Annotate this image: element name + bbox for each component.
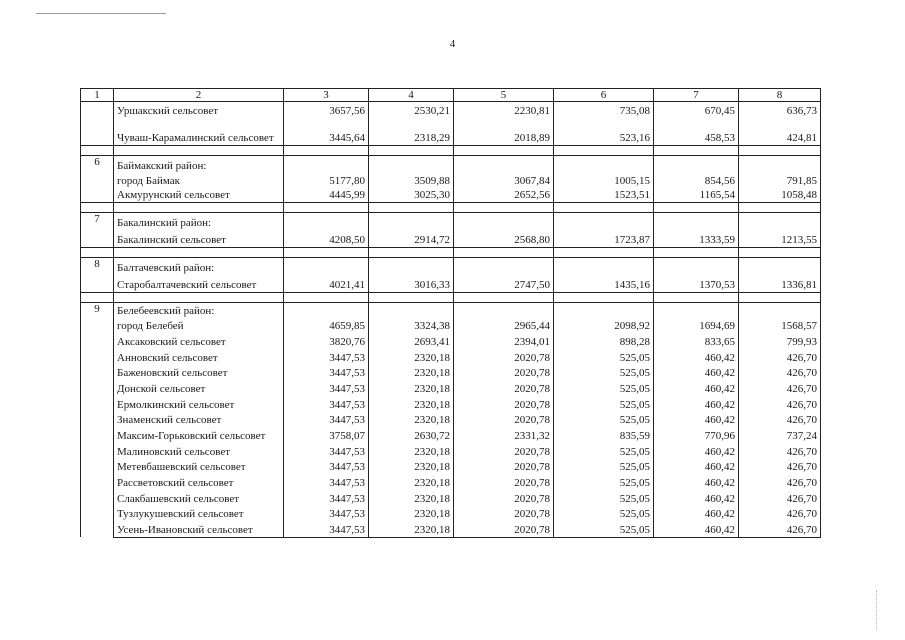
district-name: Белебеевский район: — [114, 303, 284, 318]
empty-cell — [369, 258, 454, 275]
settlement-name: Тузлукушевский сельсовет — [114, 506, 284, 522]
separator-cell — [654, 248, 739, 258]
table-row — [81, 506, 821, 522]
value-cell: 2320,18 — [369, 443, 454, 459]
value-cell: 4021,41 — [284, 275, 369, 293]
settlement-name: Метевбашевский сельсовет — [114, 459, 284, 475]
column-number-row — [81, 89, 821, 102]
section-index: 6 — [81, 156, 114, 203]
section-index: 7 — [81, 213, 114, 248]
value-cell: 5177,80 — [284, 173, 369, 188]
empty-cell — [454, 156, 554, 173]
value-cell: 1435,16 — [554, 275, 654, 293]
table-row — [81, 412, 821, 428]
value-cell: 426,70 — [739, 412, 821, 428]
value-cell: 2020,78 — [454, 474, 554, 490]
table-row — [81, 275, 821, 293]
value-cell: 460,42 — [654, 506, 739, 522]
value-cell: 2320,18 — [369, 521, 454, 537]
value-cell: 2318,29 — [369, 118, 454, 146]
value-cell: 460,42 — [654, 443, 739, 459]
table-row — [81, 173, 821, 188]
column-number: 2 — [114, 89, 284, 102]
empty-cell — [369, 213, 454, 230]
value-cell: 460,42 — [654, 396, 739, 412]
value-cell: 2020,78 — [454, 412, 554, 428]
value-cell: 525,05 — [554, 365, 654, 381]
value-cell: 2020,78 — [454, 443, 554, 459]
empty-cell — [654, 156, 739, 173]
value-cell: 1333,59 — [654, 230, 739, 248]
separator-cell — [454, 293, 554, 303]
value-cell: 426,70 — [739, 521, 821, 537]
value-cell: 3447,53 — [284, 349, 369, 365]
value-cell: 460,42 — [654, 412, 739, 428]
table-row — [81, 188, 821, 203]
value-cell: 2914,72 — [369, 230, 454, 248]
value-cell: 460,42 — [654, 490, 739, 506]
separator-cell — [284, 146, 369, 156]
value-cell: 2020,78 — [454, 396, 554, 412]
value-cell: 426,70 — [739, 396, 821, 412]
value-cell: 898,28 — [554, 333, 654, 349]
settlement-name: Баженовский сельсовет — [114, 365, 284, 381]
settlement-name: Акмурунский сельсовет — [114, 188, 284, 203]
section-index: 9 — [81, 303, 114, 538]
value-cell: 2320,18 — [369, 474, 454, 490]
settlement-name: Анновский сельсовет — [114, 349, 284, 365]
table-row — [81, 474, 821, 490]
column-number: 6 — [554, 89, 654, 102]
separator-cell — [81, 293, 114, 303]
value-cell: 525,05 — [554, 412, 654, 428]
settlement-name: Слакбашевский сельсовет — [114, 490, 284, 506]
value-cell: 525,05 — [554, 521, 654, 537]
section-separator — [81, 146, 821, 156]
empty-cell — [554, 303, 654, 318]
value-cell: 3447,53 — [284, 490, 369, 506]
settlement-name: Донской сельсовет — [114, 380, 284, 396]
value-cell: 2747,50 — [454, 275, 554, 293]
district-name: Бакалинский район: — [114, 213, 284, 230]
value-cell: 460,42 — [654, 459, 739, 475]
value-cell: 1005,15 — [554, 173, 654, 188]
value-cell: 460,42 — [654, 365, 739, 381]
district-row — [81, 303, 821, 318]
separator-cell — [369, 146, 454, 156]
table-row — [81, 380, 821, 396]
tariff-table — [80, 88, 821, 538]
table-row — [81, 459, 821, 475]
value-cell: 3758,07 — [284, 427, 369, 443]
empty-cell — [654, 303, 739, 318]
value-cell: 670,45 — [654, 102, 739, 118]
value-cell: 2020,78 — [454, 506, 554, 522]
settlement-name: Максим-Горьковский сельсовет — [114, 427, 284, 443]
value-cell: 426,70 — [739, 349, 821, 365]
separator-cell — [739, 203, 821, 213]
value-cell: 735,08 — [554, 102, 654, 118]
empty-cell — [284, 303, 369, 318]
value-cell: 4659,85 — [284, 318, 369, 334]
value-cell: 424,81 — [739, 118, 821, 146]
value-cell: 835,59 — [554, 427, 654, 443]
value-cell: 426,70 — [739, 474, 821, 490]
value-cell: 460,42 — [654, 521, 739, 537]
value-cell: 426,70 — [739, 380, 821, 396]
value-cell: 3447,53 — [284, 443, 369, 459]
value-cell: 2020,78 — [454, 365, 554, 381]
value-cell: 426,70 — [739, 490, 821, 506]
settlement-name: Аксаковский сельсовет — [114, 333, 284, 349]
value-cell: 2320,18 — [369, 459, 454, 475]
separator-cell — [739, 293, 821, 303]
table-row — [81, 521, 821, 537]
scan-artifact-line — [36, 13, 166, 14]
empty-cell — [554, 156, 654, 173]
value-cell: 458,53 — [654, 118, 739, 146]
separator-cell — [284, 293, 369, 303]
value-cell: 1336,81 — [739, 275, 821, 293]
empty-cell — [554, 213, 654, 230]
value-cell: 2568,80 — [454, 230, 554, 248]
value-cell: 2230,81 — [454, 102, 554, 118]
value-cell: 2098,92 — [554, 318, 654, 334]
separator-cell — [654, 203, 739, 213]
separator-cell — [81, 146, 114, 156]
value-cell: 525,05 — [554, 459, 654, 475]
value-cell: 2630,72 — [369, 427, 454, 443]
separator-cell — [114, 248, 284, 258]
separator-cell — [739, 248, 821, 258]
value-cell: 2020,78 — [454, 490, 554, 506]
value-cell: 3657,56 — [284, 102, 369, 118]
scan-margin-mark — [876, 590, 877, 630]
settlement-name: Старобалтачевский сельсовет — [114, 275, 284, 293]
empty-cell — [654, 213, 739, 230]
separator-cell — [454, 248, 554, 258]
value-cell: 3447,53 — [284, 396, 369, 412]
value-cell: 1723,87 — [554, 230, 654, 248]
separator-cell — [81, 248, 114, 258]
value-cell: 426,70 — [739, 443, 821, 459]
value-cell: 426,70 — [739, 506, 821, 522]
value-cell: 3447,53 — [284, 521, 369, 537]
value-cell: 2965,44 — [454, 318, 554, 334]
empty-cell — [284, 258, 369, 275]
value-cell: 2331,32 — [454, 427, 554, 443]
value-cell: 525,05 — [554, 506, 654, 522]
value-cell: 525,05 — [554, 443, 654, 459]
district-row — [81, 258, 821, 275]
value-cell: 2320,18 — [369, 380, 454, 396]
separator-cell — [369, 248, 454, 258]
separator-cell — [114, 203, 284, 213]
table-row — [81, 333, 821, 349]
value-cell: 1213,55 — [739, 230, 821, 248]
value-cell: 460,42 — [654, 349, 739, 365]
value-cell: 791,85 — [739, 173, 821, 188]
section-separator — [81, 248, 821, 258]
empty-cell — [739, 213, 821, 230]
separator-cell — [739, 146, 821, 156]
value-cell: 770,96 — [654, 427, 739, 443]
value-cell: 1165,54 — [654, 188, 739, 203]
value-cell: 3447,53 — [284, 412, 369, 428]
value-cell: 1694,69 — [654, 318, 739, 334]
settlement-name: Знаменский сельсовет — [114, 412, 284, 428]
table-row — [81, 230, 821, 248]
value-cell: 426,70 — [739, 459, 821, 475]
separator-cell — [369, 293, 454, 303]
column-number: 5 — [454, 89, 554, 102]
value-cell: 3820,76 — [284, 333, 369, 349]
page-number: 4 — [449, 38, 456, 50]
empty-cell — [369, 156, 454, 173]
separator-cell — [81, 203, 114, 213]
column-number: 8 — [739, 89, 821, 102]
empty-cell — [454, 303, 554, 318]
empty-cell — [284, 156, 369, 173]
table-row — [81, 396, 821, 412]
value-cell: 3445,64 — [284, 118, 369, 146]
value-cell: 2652,56 — [454, 188, 554, 203]
value-cell: 460,42 — [654, 474, 739, 490]
empty-cell — [739, 156, 821, 173]
value-cell: 2693,41 — [369, 333, 454, 349]
settlement-name: Уршакский сельсовет — [114, 102, 284, 118]
value-cell: 1523,51 — [554, 188, 654, 203]
separator-cell — [554, 146, 654, 156]
value-cell: 3324,38 — [369, 318, 454, 334]
table-row — [81, 118, 821, 146]
table-body — [81, 89, 821, 538]
district-name: Баймакский район: — [114, 156, 284, 173]
separator-cell — [284, 203, 369, 213]
settlement-name: Усень-Ивановский сельсовет — [114, 521, 284, 537]
value-cell: 1568,57 — [739, 318, 821, 334]
value-cell: 3447,53 — [284, 506, 369, 522]
section-separator — [81, 203, 821, 213]
value-cell: 525,05 — [554, 380, 654, 396]
value-cell: 2020,78 — [454, 349, 554, 365]
value-cell: 525,05 — [554, 490, 654, 506]
separator-cell — [554, 248, 654, 258]
table-row — [81, 427, 821, 443]
value-cell: 3016,33 — [369, 275, 454, 293]
district-row — [81, 213, 821, 230]
value-cell: 2020,78 — [454, 380, 554, 396]
value-cell: 3447,53 — [284, 380, 369, 396]
value-cell: 3067,84 — [454, 173, 554, 188]
empty-cell — [454, 213, 554, 230]
section-separator — [81, 293, 821, 303]
separator-cell — [554, 293, 654, 303]
empty-cell — [739, 303, 821, 318]
value-cell: 3447,53 — [284, 459, 369, 475]
separator-cell — [554, 203, 654, 213]
value-cell: 525,05 — [554, 396, 654, 412]
value-cell: 3025,30 — [369, 188, 454, 203]
table-row — [81, 443, 821, 459]
table-row — [81, 365, 821, 381]
value-cell: 2020,78 — [454, 459, 554, 475]
value-cell: 854,56 — [654, 173, 739, 188]
value-cell: 2320,18 — [369, 349, 454, 365]
column-number: 4 — [369, 89, 454, 102]
value-cell: 636,73 — [739, 102, 821, 118]
table-row — [81, 102, 821, 118]
district-name: Балтачевский район: — [114, 258, 284, 275]
settlement-name: город Баймак — [114, 173, 284, 188]
empty-cell — [284, 213, 369, 230]
empty-cell — [454, 258, 554, 275]
value-cell: 2018,89 — [454, 118, 554, 146]
value-cell: 4208,50 — [284, 230, 369, 248]
column-number: 7 — [654, 89, 739, 102]
value-cell: 1058,48 — [739, 188, 821, 203]
value-cell: 525,05 — [554, 349, 654, 365]
settlement-name: Ермолкинский сельсовет — [114, 396, 284, 412]
separator-cell — [654, 146, 739, 156]
empty-cell — [369, 303, 454, 318]
value-cell: 1370,53 — [654, 275, 739, 293]
column-number: 3 — [284, 89, 369, 102]
value-cell: 426,70 — [739, 365, 821, 381]
separator-cell — [454, 203, 554, 213]
settlement-name: Бакалинский сельсовет — [114, 230, 284, 248]
table-row — [81, 490, 821, 506]
value-cell: 460,42 — [654, 380, 739, 396]
value-cell: 2394,01 — [454, 333, 554, 349]
value-cell: 2320,18 — [369, 396, 454, 412]
table-row — [81, 318, 821, 334]
table-row — [81, 349, 821, 365]
value-cell: 525,05 — [554, 474, 654, 490]
value-cell: 3509,88 — [369, 173, 454, 188]
value-cell: 523,16 — [554, 118, 654, 146]
district-row — [81, 156, 821, 173]
section-index — [81, 102, 114, 146]
empty-cell — [739, 258, 821, 275]
value-cell: 2320,18 — [369, 365, 454, 381]
empty-cell — [554, 258, 654, 275]
settlement-name: город Белебей — [114, 318, 284, 334]
settlement-name: Чуваш-Карамалинский сельсовет — [114, 118, 284, 146]
value-cell: 4445,99 — [284, 188, 369, 203]
value-cell: 2020,78 — [454, 521, 554, 537]
separator-cell — [284, 248, 369, 258]
value-cell: 737,24 — [739, 427, 821, 443]
section-index: 8 — [81, 258, 114, 293]
separator-cell — [114, 146, 284, 156]
separator-cell — [369, 203, 454, 213]
separator-cell — [114, 293, 284, 303]
settlement-name: Рассветовский сельсовет — [114, 474, 284, 490]
value-cell: 2320,18 — [369, 506, 454, 522]
separator-cell — [654, 293, 739, 303]
value-cell: 2320,18 — [369, 412, 454, 428]
settlement-name: Малиновский сельсовет — [114, 443, 284, 459]
value-cell: 2320,18 — [369, 490, 454, 506]
value-cell: 3447,53 — [284, 365, 369, 381]
value-cell: 2530,21 — [369, 102, 454, 118]
empty-cell — [654, 258, 739, 275]
value-cell: 3447,53 — [284, 474, 369, 490]
separator-cell — [454, 146, 554, 156]
value-cell: 799,93 — [739, 333, 821, 349]
value-cell: 833,65 — [654, 333, 739, 349]
column-number: 1 — [81, 89, 114, 102]
